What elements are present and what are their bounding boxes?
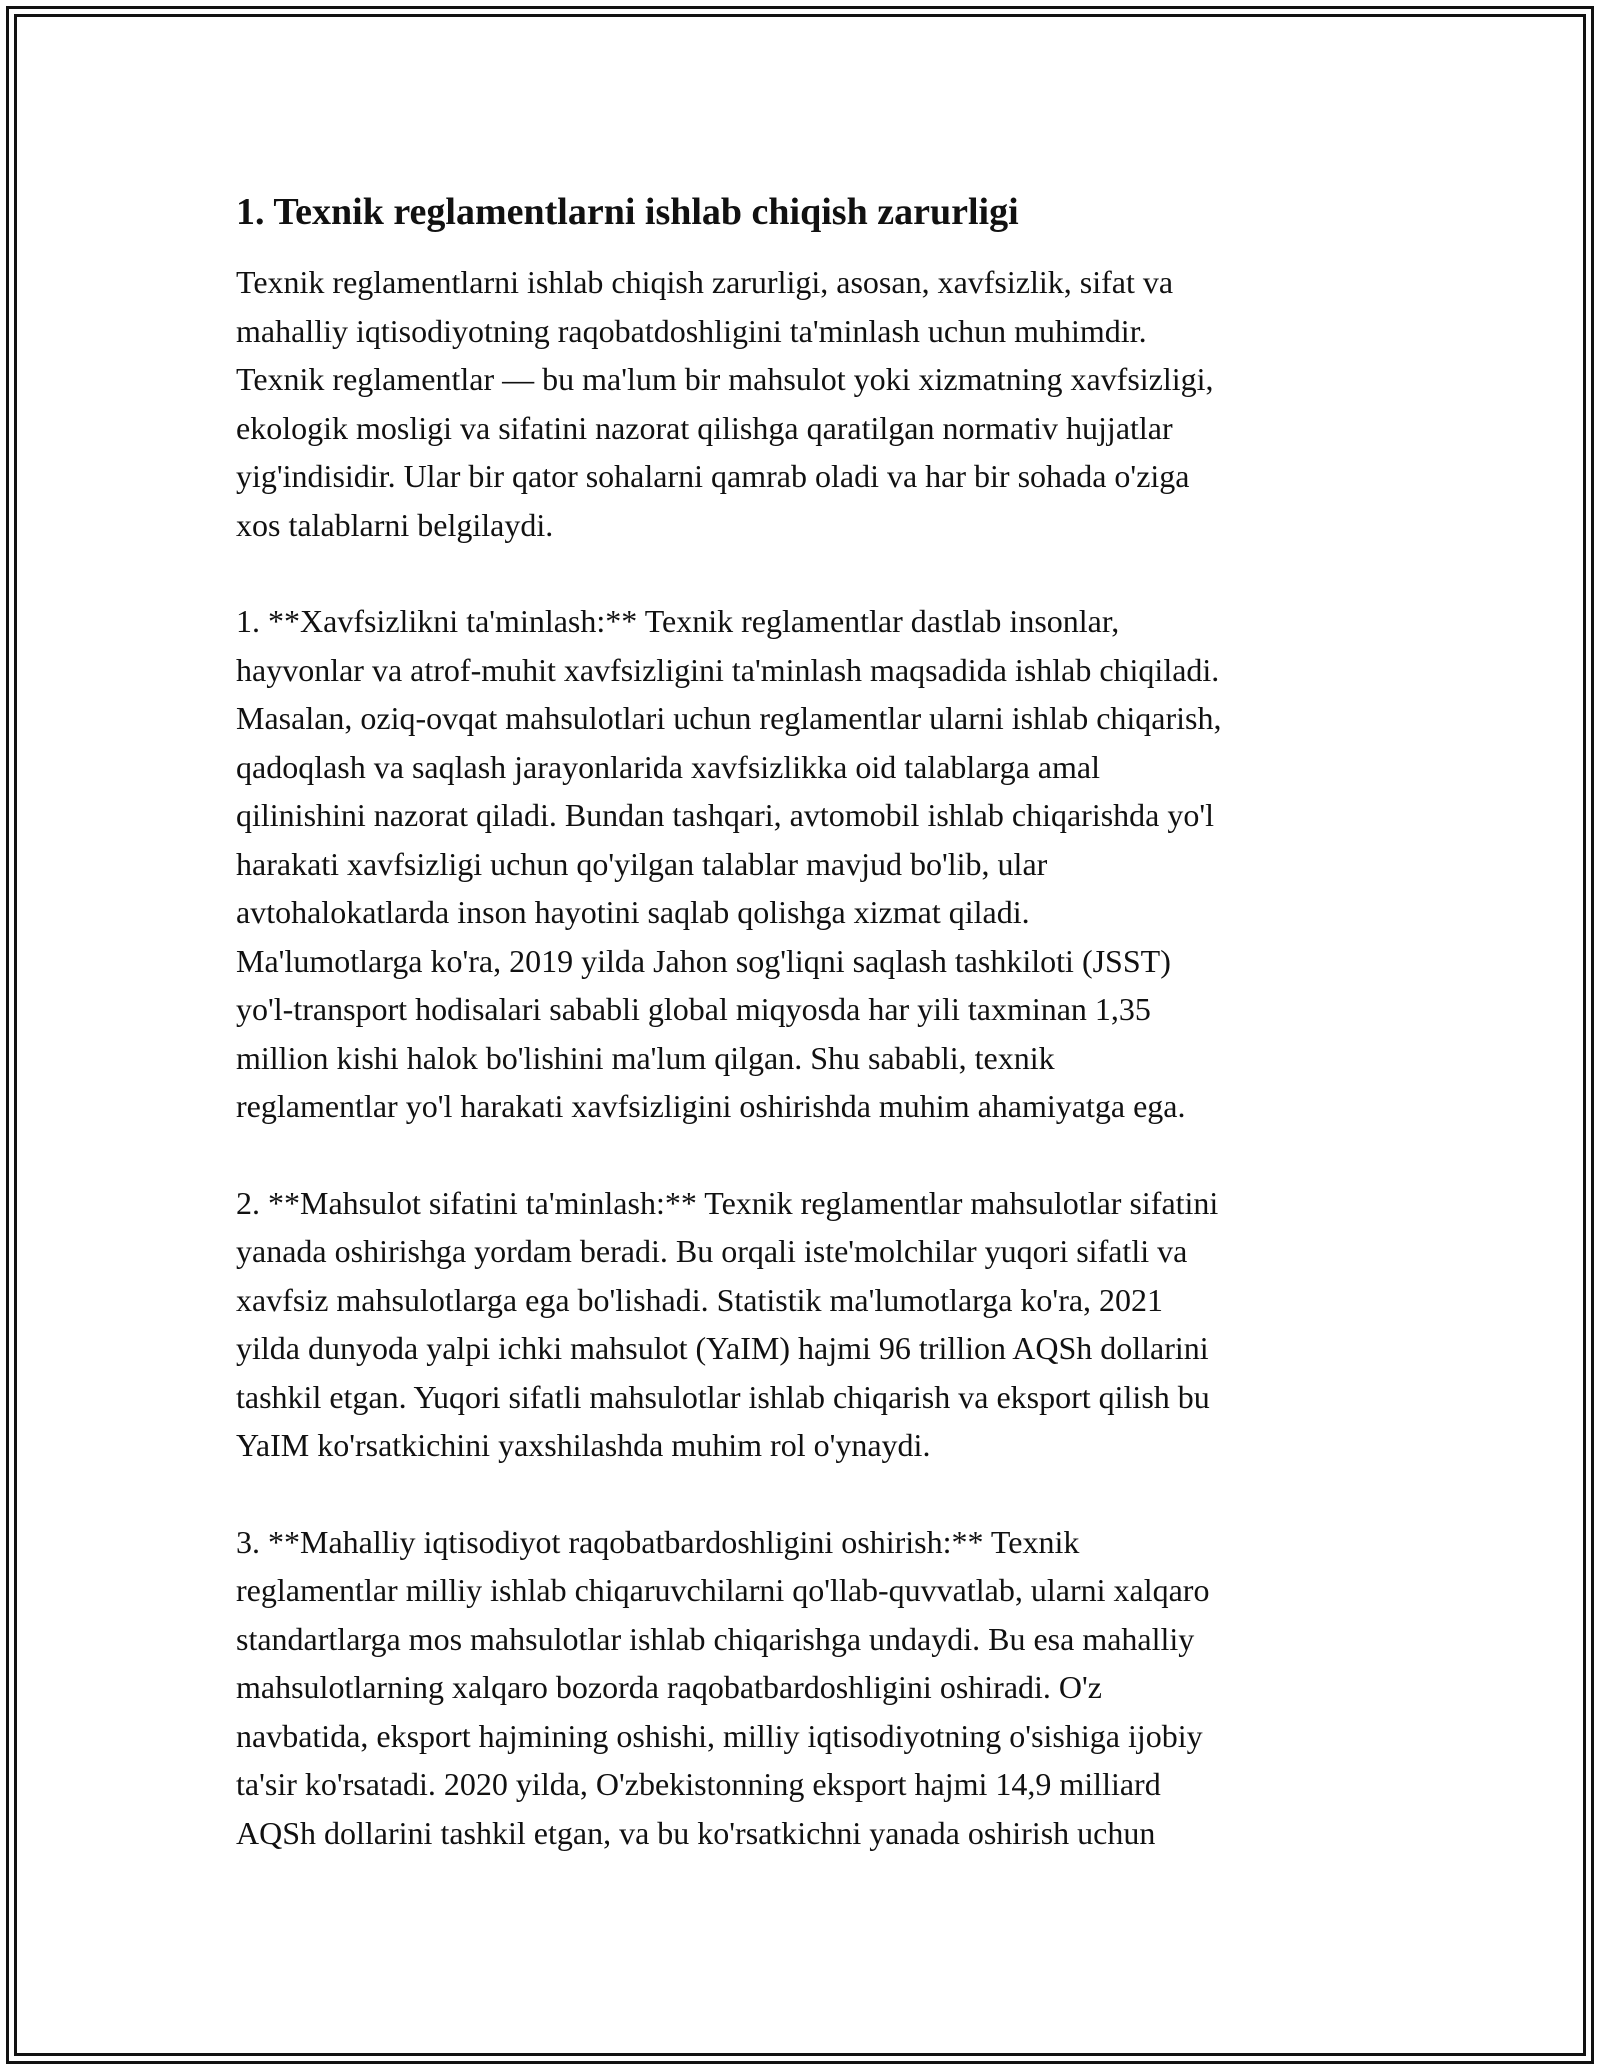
text-line: Texnik reglamentlarni ishlab chiqish zarurligi, asosan, xavfsizlik, sifat va (236, 264, 1174, 300)
intro-paragraph (236, 258, 1416, 549)
text-line: yig'indisidir. Ular bir qator sohalarni qamrab oladi va har bir sohada o'ziga (236, 458, 1190, 494)
text-line: reglamentlar milliy ishlab chiqaruvchilarni qo'llab-quvvatlab, ularni xalqaro (236, 1572, 1210, 1608)
safety-paragraph (236, 597, 1416, 1131)
text-line: YaIM ko'rsatkichini yaxshilashda muhim rol o'ynaydi. (236, 1427, 931, 1463)
document-body (236, 186, 1416, 1905)
text-line: reglamentlar yo'l harakati xavfsizligini oshirishda muhim ahamiyatga ega. (236, 1088, 1186, 1124)
text-line: tashkil etgan. Yuqori sifatli mahsulotlar ishlab chiqarish va eksport qilish bu (236, 1378, 1210, 1415)
text-line: Masalan, oziq-ovqat mahsulotlari uchun reglamentlar ularni ishlab chiqarish, (236, 700, 1222, 736)
text-line: mahalliy iqtisodiyotning raqobatdoshligini ta'minlash uchun muhimdir. (236, 312, 1147, 349)
text-line: xavfsiz mahsulotlarga ega bo'lishadi. Statistik ma'lumotlarga ko'ra, 2021 (236, 1281, 1164, 1318)
text-line: Ma'lumotlarga ko'ra, 2019 yilda Jahon sog'liqni saqlash tashkiloti (JSST) (236, 942, 1171, 979)
text-line: Texnik reglamentlar — bu ma'lum bir mahsulot yoki xizmatning xavfsizligi, (236, 361, 1214, 397)
text-line: standartlarga mos mahsulotlar ishlab chiqarishga undaydi. Bu esa mahalliy (236, 1620, 1195, 1657)
text-line: ekologik mosligi va sifatini nazorat qilishga qaratilgan normativ hujjatlar (236, 409, 1173, 446)
competitiveness-paragraph (236, 1518, 1416, 1858)
text-line: 2. **Mahsulot sifatini ta'minlash:** Texnik reglamentlar mahsulotlar sifatini (236, 1184, 1219, 1221)
text-line: million kishi halok bo'lishini ma'lum qilgan. Shu sababli, texnik (236, 1039, 1055, 1076)
text-line: xos talablarni belgilaydi. (236, 506, 554, 543)
text-line: harakati xavfsizligi uchun qo'yilgan talablar mavjud bo'lib, ular (236, 845, 1048, 882)
text-line: 3. **Mahalliy iqtisodiyot raqobatbardoshligini oshirish:** Texnik (236, 1523, 1080, 1560)
text-line: hayvonlar va atrof-muhit xavfsizligini ta'minlash maqsadida ishlab chiqiladi. (236, 651, 1220, 688)
text-line: AQSh dollarini tashkil etgan, va bu ko'rsatkichni yanada oshirish uchun (236, 1814, 1156, 1851)
text-line: avtohalokatlarda inson hayotini saqlab qolishga xizmat qiladi. (236, 894, 1030, 930)
text-line: mahsulotlarning xalqaro bozorda raqobatbardoshligini oshiradi. O'z (236, 1669, 1102, 1705)
text-line: yanada oshirishga yordam beradi. Bu orqali iste'molchilar yuqori sifatli va (236, 1233, 1188, 1269)
text-line: yilda dunyoda yalpi ichki mahsulot (YaIM) hajmi 96 trillion AQSh dollarini (236, 1330, 1209, 1366)
quality-paragraph (236, 1179, 1416, 1470)
text-line: yo'l-transport hodisalari sababli global miqyosda har yili taxminan 1,35 (236, 991, 1151, 1027)
text-line: qilinishini nazorat qiladi. Bundan tashqari, avtomobil ishlab chiqarishda yo'l (236, 797, 1215, 833)
text-line: ta'sir ko'rsatadi. 2020 yilda, O'zbekistonning eksport hajmi 14,9 milliard (236, 1766, 1161, 1802)
text-line: qadoqlash va saqlash jarayonlarida xavfsizlikka oid talablarga amal (236, 748, 1100, 785)
page-title: 1. Texnik reglamentlarni ishlab chiqish zarurligi (236, 191, 1019, 233)
text-line: 1. **Xavfsizlikni ta'minlash:** Texnik reglamentlar dastlab insonlar, (236, 603, 1120, 639)
text-line: navbatida, eksport hajmining oshishi, milliy iqtisodiyotning o'sishiga ijobiy (236, 1717, 1203, 1754)
